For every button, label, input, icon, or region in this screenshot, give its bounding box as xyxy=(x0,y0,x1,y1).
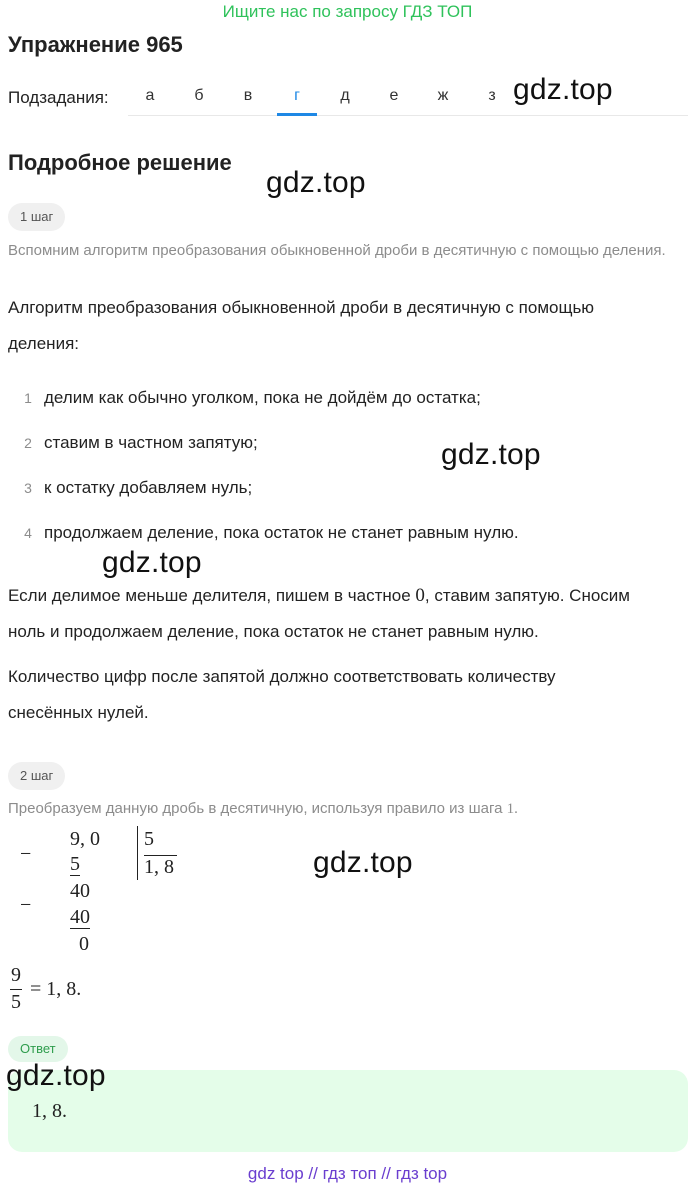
watermark: gdz.top xyxy=(313,846,413,879)
watermark: gdz.top xyxy=(102,546,202,579)
remainder-1: 40 xyxy=(70,880,90,902)
step-1-hint: Вспомним алгоритм преобразования обыкновенной дроби в десятичную с помощью деления. xyxy=(8,242,666,259)
step-2-badge: 2 шаг xyxy=(8,762,65,790)
answer-value: 1, 8. xyxy=(32,1100,67,1122)
rule-paragraph-line1 xyxy=(8,578,688,614)
divisor: 5 xyxy=(144,828,154,850)
numerator: 9 xyxy=(11,964,21,986)
quotient: 1, 8 xyxy=(144,855,177,878)
watermark: gdz.top xyxy=(441,438,541,471)
fraction-line xyxy=(10,989,22,990)
subtrahend-1: 5 xyxy=(70,853,80,875)
algorithm-intro-line1: Алгоритм преобразования обыкновенной дроби в десятичную с помощью xyxy=(8,298,595,317)
rule-paragraph-line2: ноль и продолжаем деление, пока остаток не станет равным нулю. xyxy=(8,622,539,641)
answer-badge: Ответ xyxy=(8,1036,68,1062)
list-item: продолжаем деление, пока остаток не станет равным нулю. xyxy=(44,523,519,542)
rule-text-a: Если делимое меньше делителя, пишем в частное xyxy=(8,586,411,605)
list-item: к остатку добавляем нуль; xyxy=(44,478,253,497)
tab-b[interactable]: б xyxy=(194,87,204,104)
watermark: gdz.top xyxy=(6,1059,106,1092)
watermark: gdz.top xyxy=(513,73,613,106)
tab-d[interactable]: д xyxy=(340,87,350,104)
subtrahend-2: 40 xyxy=(70,906,90,928)
tab-v[interactable]: в xyxy=(243,87,253,104)
page-title: Упражнение 965 xyxy=(8,32,183,57)
algorithm-intro-line2: деления: xyxy=(8,334,79,353)
result-value: = 1, 8. xyxy=(30,978,82,1000)
list-item-number: 2 xyxy=(24,435,32,451)
watermark: gdz.top xyxy=(266,166,366,199)
math-zero: 0 xyxy=(415,585,425,606)
tab-zh[interactable]: ж xyxy=(437,87,449,104)
tab-e[interactable]: е xyxy=(389,87,399,104)
step-2-hint-number: 1. xyxy=(506,801,518,817)
division-bar xyxy=(137,826,138,880)
step-2-hint xyxy=(8,798,688,820)
list-item: ставим в частном запятую; xyxy=(44,433,258,452)
answer-box xyxy=(8,1070,688,1152)
list-item: делим как обычно уголком, пока не дойдём до остатка; xyxy=(44,388,481,407)
step-1-badge: 1 шаг xyxy=(8,203,65,231)
list-item-number: 1 xyxy=(24,390,32,406)
digits-paragraph-line2: снесённых нулей. xyxy=(8,703,149,722)
subtasks-label: Подзадания: xyxy=(8,88,109,107)
minus-sign: − xyxy=(20,843,32,865)
search-banner[interactable]: Ищите нас по запросу ГДЗ ТОП xyxy=(222,2,473,21)
minus-sign: − xyxy=(20,894,32,916)
footer-links[interactable]: gdz top // гдз топ // гдз top xyxy=(247,1164,448,1183)
list-item-number: 4 xyxy=(24,525,32,541)
dividend: 9, 0 xyxy=(70,828,100,850)
denominator: 5 xyxy=(11,991,21,1013)
step-2-hint-text: Преобразуем данную дробь в десятичную, используя правило из шага xyxy=(8,800,503,817)
rule-text-b: , ставим запятую. Сносим xyxy=(424,586,630,605)
digits-paragraph-line1: Количество цифр после запятой должно соответствовать количеству xyxy=(8,667,556,686)
tab-a[interactable]: а xyxy=(145,87,155,104)
section-title: Подробное решение xyxy=(8,150,232,175)
tab-z[interactable]: з xyxy=(488,87,496,104)
final-remainder: 0 xyxy=(79,933,89,955)
tab-g[interactable]: г xyxy=(277,78,317,116)
list-item-number: 3 xyxy=(24,480,32,496)
